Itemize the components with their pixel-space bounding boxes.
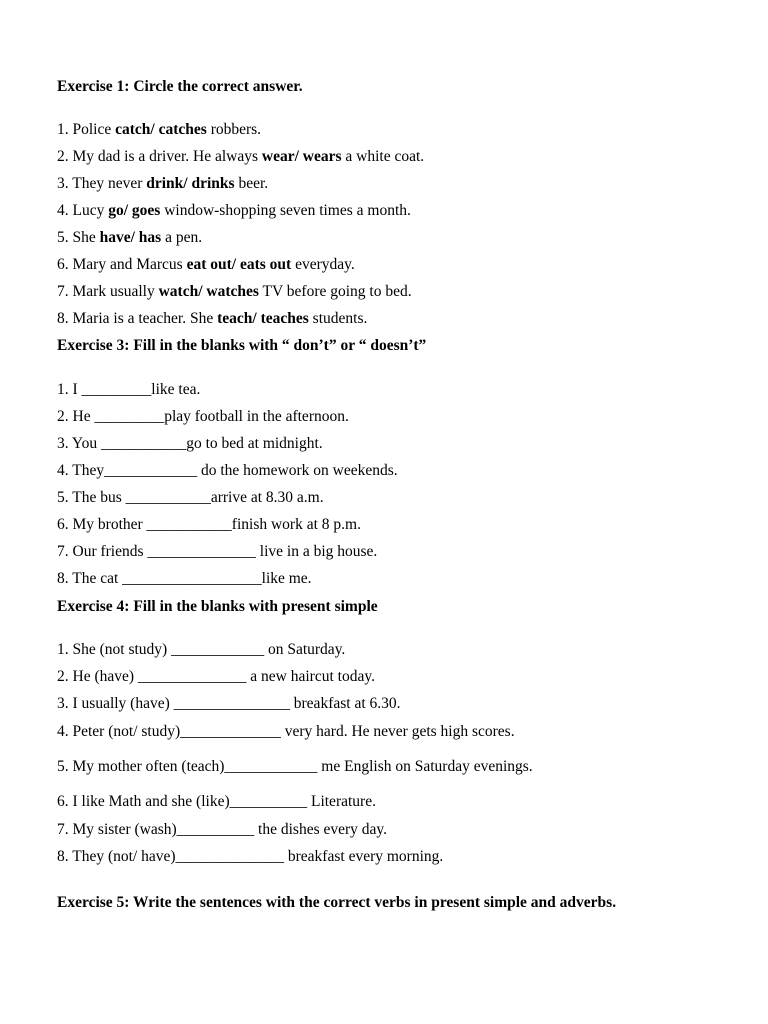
item-text: 7. Mark usually [57, 283, 159, 300]
exercise-3-item: 8. The cat __________________like me. [57, 570, 312, 587]
exercise-4-item: 5. My mother often (teach)____________ me English on Saturday evenings. [57, 758, 533, 775]
item-text: 5. She [57, 229, 100, 246]
exercise-4-item: 4. Peter (not/ study)_____________ very hard. He never gets high scores. [57, 723, 515, 740]
exercise-1-item [57, 282, 412, 302]
exercise-4-item: 1. She (not study) ____________ on Saturday. [57, 641, 346, 658]
answer-choices: go/ goes [108, 202, 161, 219]
exercise-4-item: 8. They (not/ have)______________ breakfast every morning. [57, 848, 444, 865]
item-text: a pen. [161, 229, 203, 246]
exercise-1-item [57, 147, 424, 167]
exercise-1-item [57, 228, 202, 248]
exercise-3-item: 3. You ___________go to bed at midnight. [57, 435, 323, 452]
answer-choices: wear/ wears [261, 148, 342, 165]
exercise-1-item [57, 255, 355, 275]
item-text: 2. My dad is a driver. He always [57, 148, 262, 165]
exercise-4-item: 6. I like Math and she (like)__________ Literature. [57, 793, 376, 810]
exercise-5-title: Exercise 5: Write the sentences with the correct verbs in present simple and adverbs. [57, 894, 617, 911]
exercise-1-item [57, 120, 261, 140]
item-text: a white coat. [341, 148, 425, 165]
exercise-3-item: 1. I _________like tea. [57, 381, 201, 398]
exercise-3-item: 5. The bus ___________arrive at 8.30 a.m. [57, 489, 324, 506]
answer-choices: have/ has [99, 229, 162, 246]
item-text: 8. Maria is a teacher. She [57, 310, 218, 327]
exercise-3-item: 4. They____________ do the homework on weekends. [57, 462, 398, 479]
item-text: robbers. [206, 121, 262, 138]
item-text: 4. Lucy [57, 202, 109, 219]
item-text: everyday. [291, 256, 355, 273]
exercise-4-title: Exercise 4: Fill in the blanks with present simple [57, 598, 378, 615]
item-text: 3. They never [57, 175, 147, 192]
item-text: 6. Mary and Marcus [57, 256, 187, 273]
exercise-1-item [57, 174, 268, 194]
exercise-1-title: Exercise 1: Circle the correct answer. [57, 78, 303, 95]
item-text: window-shopping seven times a month. [160, 202, 411, 219]
exercise-3-title: Exercise 3: Fill in the blanks with “ don’t” or “ doesn’t” [57, 337, 427, 354]
exercise-4-item: 3. I usually (have) _______________ breakfast at 6.30. [57, 695, 401, 712]
item-text: students. [308, 310, 368, 327]
answer-choices: eat out/ eats out [186, 256, 292, 273]
answer-choices: teach/ teaches [217, 310, 309, 327]
exercise-3-item: 6. My brother ___________finish work at 8 p.m. [57, 516, 361, 533]
exercise-4-item: 7. My sister (wash)__________ the dishes every day. [57, 821, 388, 838]
exercise-1-item [57, 201, 411, 221]
exercise-4-item: 2. He (have) ______________ a new haircut today. [57, 668, 375, 685]
item-text: TV before going to bed. [258, 283, 412, 300]
exercise-3-item: 7. Our friends ______________ live in a big house. [57, 543, 378, 560]
exercise-3-item: 2. He _________play football in the afternoon. [57, 408, 349, 425]
answer-choices: catch/ catches [115, 121, 207, 138]
exercise-1-item [57, 309, 367, 329]
answer-choices: watch/ watches [158, 283, 259, 300]
item-text: 1. Police [57, 121, 116, 138]
item-text: beer. [234, 175, 269, 192]
answer-choices: drink/ drinks [146, 175, 235, 192]
